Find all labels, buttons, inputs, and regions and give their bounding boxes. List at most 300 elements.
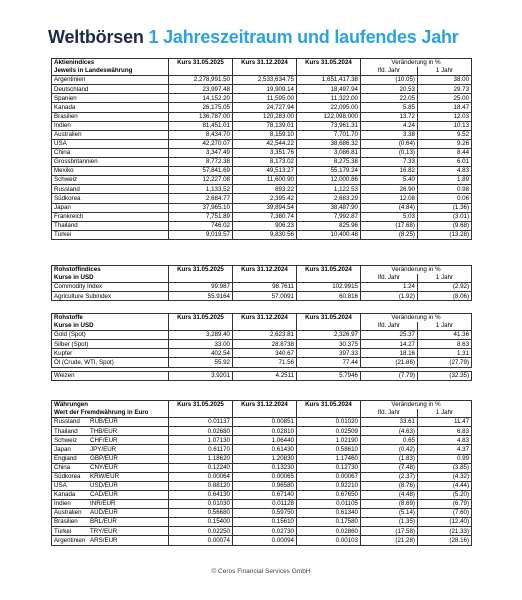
table-cell: 33.61 [361, 418, 418, 427]
table-row [52, 436, 472, 445]
country-name: England [54, 454, 77, 462]
col-kurs-2024-05: Kurs 31.05.2024 [297, 59, 361, 68]
table-cell: 0.02250 [169, 527, 233, 536]
table-cell: 0.88120 [169, 481, 233, 490]
table-cell: 5.03 [361, 212, 418, 221]
table-cell: 16.82 [361, 167, 418, 176]
table-cell: 11.47 [418, 418, 472, 427]
currency-pair: USD/EUR [90, 482, 118, 490]
country-name: Kanada [54, 491, 76, 499]
table-row [52, 167, 472, 176]
table-cell: 4.83 [418, 167, 472, 176]
table-cell: (1.35) [361, 518, 418, 527]
country-name: Argentinien [54, 536, 86, 544]
currency-pair: RUB/EUR [90, 418, 118, 426]
table-cell: (1.36) [418, 203, 472, 212]
row-label [52, 472, 169, 481]
table-cell: (9.68) [418, 221, 472, 230]
col-kurs-2024-12: Kurs 31.12.2024 [233, 59, 297, 68]
table-cell: 1.06440 [233, 436, 297, 445]
table-cell: 6.83 [418, 427, 472, 436]
table-cell: 0.12240 [169, 463, 233, 472]
table-cell: 0.65 [361, 436, 418, 445]
table-cell: 1,133.52 [169, 185, 233, 194]
table-row [52, 340, 472, 349]
table-cell: 8,772.38 [169, 158, 233, 167]
row-label [52, 490, 169, 499]
section-title: Aktienindices [52, 59, 169, 68]
row-label: Silber (Spot) [52, 340, 169, 349]
table-header-row [52, 266, 472, 275]
table-cell: 0.98 [418, 185, 472, 194]
table-cell: (17.68) [361, 221, 418, 230]
col-kurs-2025: Kurs 31.05.2025 [169, 401, 233, 410]
table-cell: 8,275.38 [297, 158, 361, 167]
title-part1: Weltbörsen [48, 27, 144, 47]
table-cell: (8.06) [418, 292, 472, 301]
table-cell: 1,122.53 [297, 185, 361, 194]
table-row [52, 76, 472, 85]
table-row [52, 527, 472, 536]
table-cell: 825.96 [297, 221, 361, 230]
table-row [52, 509, 472, 518]
table-row [52, 94, 472, 103]
col-change: Veränderung in % [361, 314, 472, 323]
table-cell: (8.69) [361, 500, 418, 509]
table-cell: 25.00 [418, 94, 472, 103]
table-cell: 2,533,634.75 [233, 76, 297, 85]
currency-pair: GBP/EUR [90, 454, 118, 462]
table-cell: 0.92210 [297, 481, 361, 490]
table-cell: 906.23 [233, 221, 297, 230]
table-cell: (0.13) [361, 148, 418, 157]
table-cell: 22,095.00 [297, 103, 361, 112]
section-subtitle: Jeweils in Landeswährung [52, 67, 169, 76]
table-cell: 1,651,417.38 [297, 76, 361, 85]
currency-pair: INR/EUR [90, 500, 116, 508]
table-row-weizen [52, 371, 472, 380]
table-row [52, 212, 472, 221]
table-row [52, 418, 472, 427]
table-cell: 7,701.70 [297, 130, 361, 139]
table-cell: 23,997.48 [169, 85, 233, 94]
table-cell: (7.79) [361, 371, 418, 380]
table-header-row [52, 59, 472, 68]
table-cell: 0.58610 [297, 445, 361, 454]
row-label: Frankreich [52, 212, 169, 221]
table-cell: (13.28) [418, 230, 472, 239]
table-cell: 0.02810 [233, 427, 297, 436]
table-cell: 55,179.24 [297, 167, 361, 176]
table-cell: (1.92) [361, 292, 418, 301]
table-cell: 55.9164 [169, 292, 233, 301]
table-cell: 7.33 [361, 158, 418, 167]
section-subtitle: Kurse in USD [52, 274, 169, 283]
table-cell: 14.27 [361, 340, 418, 349]
row-label: Deutschland [52, 85, 169, 94]
table-cell: 11,322.00 [297, 94, 361, 103]
table-cell: 1.07130 [169, 436, 233, 445]
table-row [52, 463, 472, 472]
table-cell: (8.76) [361, 481, 418, 490]
country-name: Türkei [54, 527, 72, 535]
table-cell: (12.40) [418, 518, 472, 527]
table-row [52, 445, 472, 454]
row-label: Russland [52, 185, 169, 194]
col-change: Veränderung in % [361, 266, 472, 275]
table-cell: 746.02 [169, 221, 233, 230]
table-subheader-row [52, 409, 472, 418]
table-cell: 9.26 [418, 139, 472, 148]
table-cell: 9,019.57 [169, 230, 233, 239]
row-label [52, 436, 169, 445]
table-cell: (27.79) [418, 358, 472, 367]
table-cell: 37,965.10 [169, 203, 233, 212]
table-cell: 0.02680 [169, 427, 233, 436]
table-cell: 42,544.22 [233, 139, 297, 148]
table-cell: (7.60) [418, 509, 472, 518]
table-cell: 71.56 [233, 358, 297, 367]
table-row [52, 358, 472, 367]
row-label: Agriculture Subindex [52, 292, 169, 301]
table-cell: 0.06 [418, 194, 472, 203]
table-cell: 2,395.42 [233, 194, 297, 203]
table-cell: (0.42) [361, 445, 418, 454]
table-cell: 81,451.01 [169, 121, 233, 130]
row-label: Südkorea [52, 194, 169, 203]
table-cell: 0.01128 [233, 500, 297, 509]
table-cell: 18.47 [418, 103, 472, 112]
currency-pair: CNY/EUR [90, 463, 118, 471]
table-cell: (21.86) [361, 358, 418, 367]
table-row [52, 176, 472, 185]
table-row [52, 427, 472, 436]
footer-copyright: © Ceros Financial Services GmbH [211, 568, 311, 575]
commodity-indices-table [51, 265, 472, 301]
table-cell: 10.13 [418, 121, 472, 130]
table-cell: (4.48) [361, 490, 418, 499]
table-cell: 893.22 [233, 185, 297, 194]
country-name: Schweiz [54, 436, 78, 444]
table-cell: 0.01105 [297, 500, 361, 509]
section-title: Rohstoffe [52, 314, 169, 323]
table-cell: 0.12730 [297, 463, 361, 472]
table-cell: (8.25) [361, 230, 418, 239]
table-cell: 12,227.08 [169, 176, 233, 185]
table-row [52, 194, 472, 203]
table-cell: (6.79) [418, 500, 472, 509]
table-row [52, 85, 472, 94]
table-cell: 49,513.27 [233, 167, 297, 176]
row-label: USA [52, 139, 169, 148]
col-change: Veränderung in % [361, 59, 472, 68]
table-cell: (4.84) [361, 203, 418, 212]
table-cell: 11,600.90 [233, 176, 297, 185]
table-row [52, 158, 472, 167]
table-cell: 41.36 [418, 331, 472, 340]
table-cell: 77.44 [297, 358, 361, 367]
table-cell: (7.48) [361, 463, 418, 472]
table-cell: (21.28) [361, 536, 418, 545]
table-cell: 397.33 [297, 349, 361, 358]
table-cell: 2,623.81 [233, 331, 297, 340]
table-cell: 38,686.32 [297, 139, 361, 148]
currency-pair: TRY/EUR [90, 527, 118, 535]
table-cell: (5.14) [361, 509, 418, 518]
currency-pair: AUD/EUR [90, 509, 118, 517]
table-cell: 20.53 [361, 85, 418, 94]
table-row [52, 148, 472, 157]
table-cell: 73,961.31 [297, 121, 361, 130]
row-label: Weizen [52, 371, 169, 380]
col-kurs-2024-05: Kurs 31.05.2024 [297, 266, 361, 275]
table-cell: 29.73 [418, 85, 472, 94]
country-name: Thailand [54, 427, 78, 435]
table-cell: 0.01020 [297, 418, 361, 427]
table-cell: 122,098.000 [297, 112, 361, 121]
table-cell: 0.61340 [297, 509, 361, 518]
table-cell: (2.37) [361, 472, 418, 481]
table-cell: 0.59750 [233, 509, 297, 518]
table-cell: (4.63) [361, 427, 418, 436]
table-subheader-row [52, 67, 472, 76]
table-row [52, 185, 472, 194]
table-cell: (3.01) [418, 212, 472, 221]
table-cell: (5.20) [418, 490, 472, 499]
table-cell: 0.02509 [297, 427, 361, 436]
table-cell: 57,841.69 [169, 167, 233, 176]
table-row [52, 518, 472, 527]
col-kurs-2024-05: Kurs 31.05.2024 [297, 314, 361, 323]
table-cell: 98.7611 [233, 283, 297, 292]
table-cell: 3,351.76 [233, 148, 297, 157]
table-row [52, 454, 472, 463]
row-label [52, 445, 169, 454]
table-cell: 12,000.86 [297, 176, 361, 185]
table-cell: (28.16) [418, 536, 472, 545]
title-part2: 1 Jahreszeitraum und laufendes Jahr [148, 27, 459, 47]
col-lfd-jahr: lfd. Jahr [361, 409, 418, 418]
table-cell: 38,487.90 [297, 203, 361, 212]
country-name: USA [54, 482, 67, 490]
row-label [52, 463, 169, 472]
table-cell: 0.01137 [169, 418, 233, 427]
section-title: Währungen [52, 401, 169, 410]
col-1-jahr: 1 Jahr [418, 322, 472, 331]
table-cell: 1.17460 [297, 454, 361, 463]
table-cell: 0.15610 [233, 518, 297, 527]
row-label: Brasilien [52, 112, 169, 121]
table-cell: (17.58) [361, 527, 418, 536]
currency-pair: CHF/EUR [90, 436, 118, 444]
country-name: Australien [54, 509, 82, 517]
row-label: Argentinien [52, 76, 169, 85]
col-lfd-jahr: lfd. Jahr [361, 274, 418, 283]
table-cell: 5.7946 [297, 371, 361, 380]
table-cell: 0.17580 [297, 518, 361, 527]
row-label: Mexiko [52, 167, 169, 176]
table-cell: (1.83) [361, 454, 418, 463]
table-cell: 0.15400 [169, 518, 233, 527]
row-label [52, 509, 169, 518]
table-cell: 5.40 [361, 176, 418, 185]
page-title [48, 27, 459, 48]
table-cell: 24,727.94 [233, 103, 297, 112]
row-label: Japan [52, 203, 169, 212]
table-subheader-row [52, 322, 472, 331]
row-label: Öl (Crude, WTI, Spot) [52, 358, 169, 367]
table-row [52, 283, 472, 292]
table-cell: 120,283.00 [233, 112, 297, 121]
col-lfd-jahr: lfd. Jahr [361, 322, 418, 331]
table-cell: 18.16 [361, 349, 418, 358]
row-label: Commodity Index [52, 283, 169, 292]
table-cell: 4.24 [361, 121, 418, 130]
table-cell: 8,173.02 [233, 158, 297, 167]
table-cell: (0.64) [361, 139, 418, 148]
table-cell: 102.9915 [297, 283, 361, 292]
table-cell: 26,175.05 [169, 103, 233, 112]
table-cell: 1.89 [418, 176, 472, 185]
table-cell: 0.00065 [233, 472, 297, 481]
table-cell: 4.2511 [233, 371, 297, 380]
table-cell: (21.33) [418, 527, 472, 536]
table-row [52, 481, 472, 490]
row-label: Schweiz [52, 176, 169, 185]
table-cell: 2,684.77 [169, 194, 233, 203]
table-cell: 28.8738 [233, 340, 297, 349]
table-cell: 0.13230 [233, 463, 297, 472]
section-subtitle: Wert der Fremdwährung in Euro [52, 409, 169, 418]
table-cell: 1.31 [418, 349, 472, 358]
table-cell: 8.44 [418, 148, 472, 157]
table-cell: 1.20830 [233, 454, 297, 463]
row-label [52, 418, 169, 427]
table-cell: 0.00074 [169, 536, 233, 545]
table-cell: (4.44) [418, 481, 472, 490]
table-cell: 57.0091 [233, 292, 297, 301]
table-row [52, 331, 472, 340]
currency-pair: CAD/EUR [90, 491, 118, 499]
table-cell: 0.61430 [233, 445, 297, 454]
row-label [52, 481, 169, 490]
table-cell: 3,347.49 [169, 148, 233, 157]
table-cell: 402.54 [169, 349, 233, 358]
table-cell: 0.00067 [297, 472, 361, 481]
table-cell: 9,830.56 [233, 230, 297, 239]
country-name: Brasilien [54, 518, 78, 526]
table-cell: 30.375 [297, 340, 361, 349]
col-kurs-2024-05: Kurs 31.05.2024 [297, 401, 361, 410]
equity-indices-table [51, 58, 472, 240]
row-label [52, 527, 169, 536]
table-cell: 11,595.00 [233, 94, 297, 103]
table-cell: 13.72 [361, 112, 418, 121]
table-cell: 0.00103 [297, 536, 361, 545]
table-cell: 0.02860 [297, 527, 361, 536]
row-label [52, 427, 169, 436]
table-cell: 3.9201 [169, 371, 233, 380]
table-row [52, 292, 472, 301]
table-row [52, 203, 472, 212]
table-cell: 136,787.00 [169, 112, 233, 121]
row-label: Spanien [52, 94, 169, 103]
col-kurs-2025: Kurs 31.05.2025 [169, 266, 233, 275]
table-cell: 60.816 [297, 292, 361, 301]
country-name: Südkorea [54, 473, 81, 480]
table-row [52, 221, 472, 230]
row-label [52, 536, 169, 545]
table-cell: 7,380.74 [233, 212, 297, 221]
commodities-table [51, 313, 472, 381]
row-label: Kanada [52, 103, 169, 112]
table-row [52, 103, 472, 112]
currency-pair: THB/EUR [90, 427, 118, 435]
table-cell: 0.67140 [233, 490, 297, 499]
table-cell: 55.92 [169, 358, 233, 367]
table-cell: 0.00064 [169, 472, 233, 481]
table-cell: 26.90 [361, 185, 418, 194]
col-1-jahr: 1 Jahr [418, 274, 472, 283]
table-cell: (2.92) [418, 283, 472, 292]
table-cell: 8.63 [418, 340, 472, 349]
currency-pair: BRL/EUR [90, 518, 117, 526]
col-lfd-jahr: lfd. Jahr [361, 67, 418, 76]
country-name: Russland [54, 418, 80, 426]
currencies-table [51, 400, 472, 546]
row-label [52, 518, 169, 527]
table-cell: 12.08 [361, 194, 418, 203]
row-label: Indien [52, 121, 169, 130]
row-label: China [52, 148, 169, 157]
table-cell: 0.64130 [169, 490, 233, 499]
table-cell: 0.56680 [169, 509, 233, 518]
table-cell: 9.52 [418, 130, 472, 139]
table-cell: 5.85 [361, 103, 418, 112]
table-cell: 8,434.70 [169, 130, 233, 139]
row-label [52, 454, 169, 463]
table-cell: 7,992.87 [297, 212, 361, 221]
table-cell: 38.00 [418, 76, 472, 85]
table-cell: (32.35) [418, 371, 472, 380]
row-label: Türkei [52, 230, 169, 239]
table-row [52, 500, 472, 509]
table-cell: 3,289.40 [169, 331, 233, 340]
table-row [52, 472, 472, 481]
table-cell: 7,751.89 [169, 212, 233, 221]
table-cell: 10,400.48 [297, 230, 361, 239]
row-label: Australien [52, 130, 169, 139]
table-cell: 3,086.81 [297, 148, 361, 157]
section-subtitle: Kurse in USD [52, 322, 169, 331]
table-cell: (3.85) [418, 463, 472, 472]
row-label: Thailand [52, 221, 169, 230]
country-name: Japan [54, 445, 71, 453]
country-name: Indien [54, 500, 71, 508]
currency-pair: KRW/EUR [90, 473, 120, 480]
table-cell: 8,159.10 [233, 130, 297, 139]
row-label: Kupfer [52, 349, 169, 358]
col-change: Veränderung in % [361, 401, 472, 410]
country-name: China [54, 463, 71, 471]
col-kurs-2024-12: Kurs 31.12.2024 [233, 314, 297, 323]
table-cell: 12.03 [418, 112, 472, 121]
table-cell: 0.01030 [169, 500, 233, 509]
table-cell: (10.05) [361, 76, 418, 85]
table-cell: 2,683.29 [297, 194, 361, 203]
col-kurs-2025: Kurs 31.05.2025 [169, 314, 233, 323]
table-cell: 2,326.97 [297, 331, 361, 340]
